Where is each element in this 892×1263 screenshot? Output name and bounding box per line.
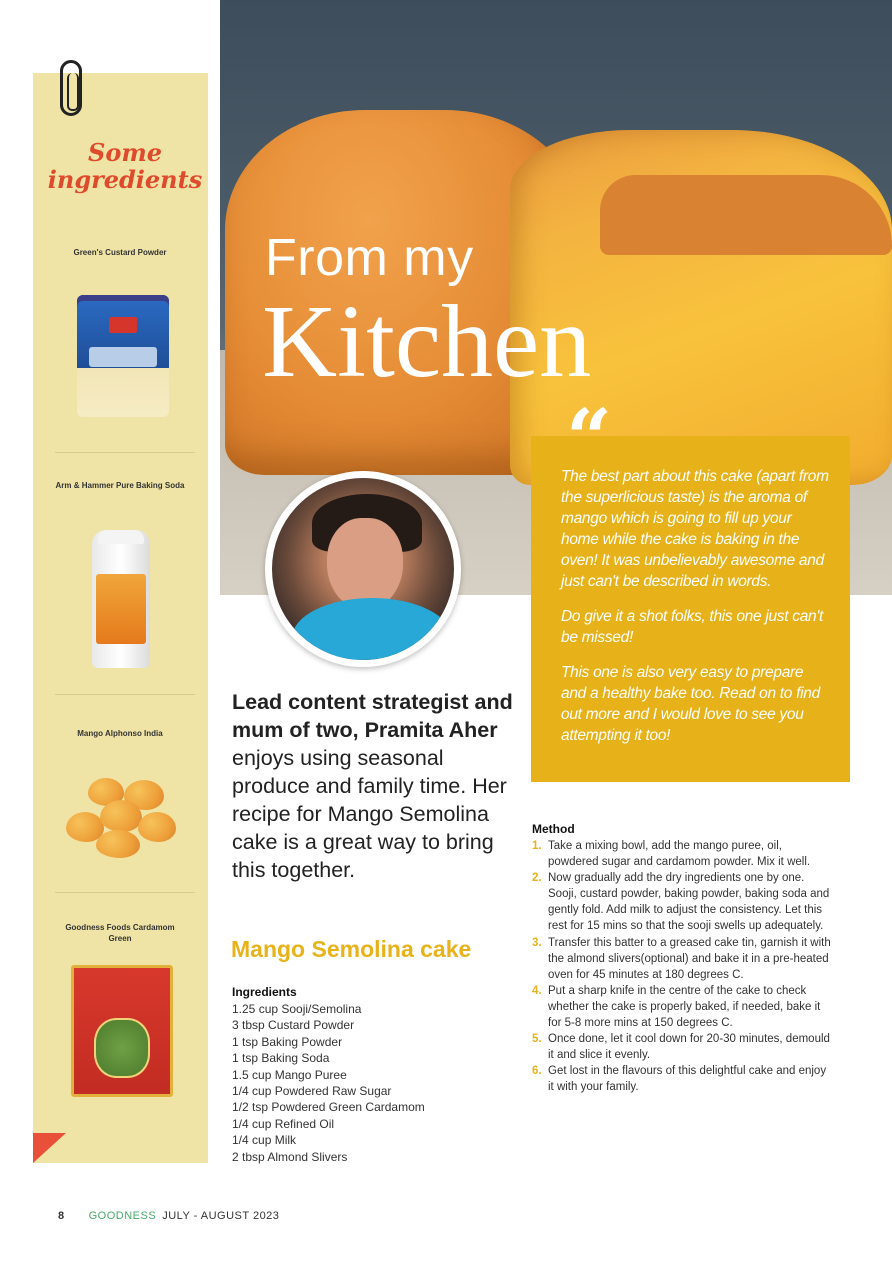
cardamom-packet-icon — [71, 965, 173, 1097]
step-text: Put a sharp knife in the centre of the cake to check whether the cake is properly baked, if needed, bake it for 5-8 more mins at 150 degrees C. — [548, 984, 821, 1030]
sidebar-item-label: Green's Custard Powder — [73, 248, 167, 257]
custard-powder-can-icon — [77, 295, 169, 417]
quote-paragraph: Do give it a shot folks, this one just can't be missed! — [561, 608, 824, 646]
intro-rest: enjoys using seasonal produce and family time. Her recipe for Mango Semolina cake is a great way to bring this together. — [232, 746, 507, 882]
step-number: 5. — [532, 1033, 542, 1046]
sidebar-divider — [55, 892, 195, 893]
ingredient-item: 1.5 cup Mango Puree — [232, 1067, 347, 1082]
step-number: 4. — [532, 984, 542, 997]
step-text: Take a mixing bowl, add the mango puree, oil, powdered sugar and cardamom powder. Mix it well. — [548, 840, 811, 869]
hero-title-line2: Kitchen — [262, 284, 592, 399]
magazine-name: GOODNESS — [88, 1210, 157, 1222]
method-list — [532, 838, 832, 1096]
method-step — [532, 983, 832, 1031]
step-number: 2. — [532, 872, 542, 885]
step-text: Now gradually add the dry ingredients one by one. Sooji, custard powder, baking powder, baking soda and gently fold. Add milk to adjust the consistency. Let this rest for 15 mins so that the sooji swells up adequately. — [548, 872, 830, 933]
sidebar-corner-tab — [33, 1133, 66, 1163]
sidebar-divider — [55, 694, 195, 695]
sidebar-item-label: Mango Alphonso India — [77, 729, 163, 738]
step-text: Get lost in the flavours of this delightful cake and enjoy it with your family. — [548, 1065, 827, 1094]
method-step — [532, 870, 832, 934]
hero-title-line1: From my — [265, 229, 474, 287]
ingredient-item: 1/4 cup Refined Oil — [232, 1116, 335, 1131]
ingredient-item: 1/4 cup Milk — [232, 1133, 297, 1148]
quote-paragraph: This one is also very easy to prepare and a healthy bake too. Read on to find out more and I would love to see you attempting it too! — [561, 664, 820, 744]
ingredient-item: 1/2 tsp Powdered Green Cardamom — [232, 1100, 425, 1115]
author-portrait — [265, 471, 461, 667]
quote-mark-icon: “ — [566, 391, 613, 485]
sidebar-heading: Some ingredients — [47, 138, 203, 194]
ingredient-item: 1 tsp Baking Soda — [232, 1051, 330, 1066]
cake-crust — [600, 175, 892, 255]
recipe-title: Mango Semolina cake — [231, 936, 472, 962]
method-step — [532, 1031, 832, 1063]
page-footer — [58, 1210, 279, 1222]
ingredient-item: 1 tsp Baking Powder — [232, 1034, 343, 1049]
ingredient-item: 1.25 cup Sooji/Semolina — [232, 1002, 362, 1016]
issue-date: JULY - AUGUST 2023 — [162, 1210, 280, 1222]
sidebar-divider — [55, 452, 195, 453]
ingredient-item: 2 tbsp Almond Slivers — [232, 1149, 348, 1164]
method-step — [532, 1063, 832, 1095]
step-number: 6. — [532, 1065, 542, 1078]
sidebar-item-label: Arm & Hammer Pure Baking Soda — [55, 481, 185, 490]
step-number: 1. — [532, 840, 542, 852]
baking-soda-bottle-icon — [92, 530, 150, 668]
ingredients-heading: Ingredients — [232, 985, 297, 999]
author-intro — [232, 688, 522, 884]
step-text: Transfer this batter to a greased cake tin, garnish it with the almond slivers(optional) and bake it in a pre-heated oven for 45 minutes at 180 degrees C. — [548, 936, 831, 981]
sidebar-item-label: Goodness Foods Cardamom Green — [65, 923, 175, 943]
method-heading: Method — [532, 822, 575, 836]
paperclip-icon — [60, 60, 82, 116]
method-step — [532, 838, 832, 870]
ingredient-item: 3 tbsp Custard Powder — [232, 1018, 355, 1033]
pull-quote-box — [531, 436, 850, 782]
quote-paragraph: The best part about this cake (apart from the superlicious taste) is the aroma of mango which is going to fill up your home while the cake is baking in the oven! It was unbelievably awesome and just can't be described in words. — [561, 468, 829, 590]
intro-lead: Lead content strategist and mum of two, Pramita Aher — [232, 690, 513, 742]
method-step — [532, 935, 832, 983]
step-text: Once done, let it cool down for 20-30 minutes, demould it and slice it evenly. — [548, 1033, 830, 1062]
page-number: 8 — [58, 1210, 65, 1222]
ingredient-item: 1/4 cup Powdered Raw Sugar — [232, 1084, 392, 1099]
ingredients-list — [232, 1001, 425, 1165]
step-number: 3. — [532, 936, 542, 949]
